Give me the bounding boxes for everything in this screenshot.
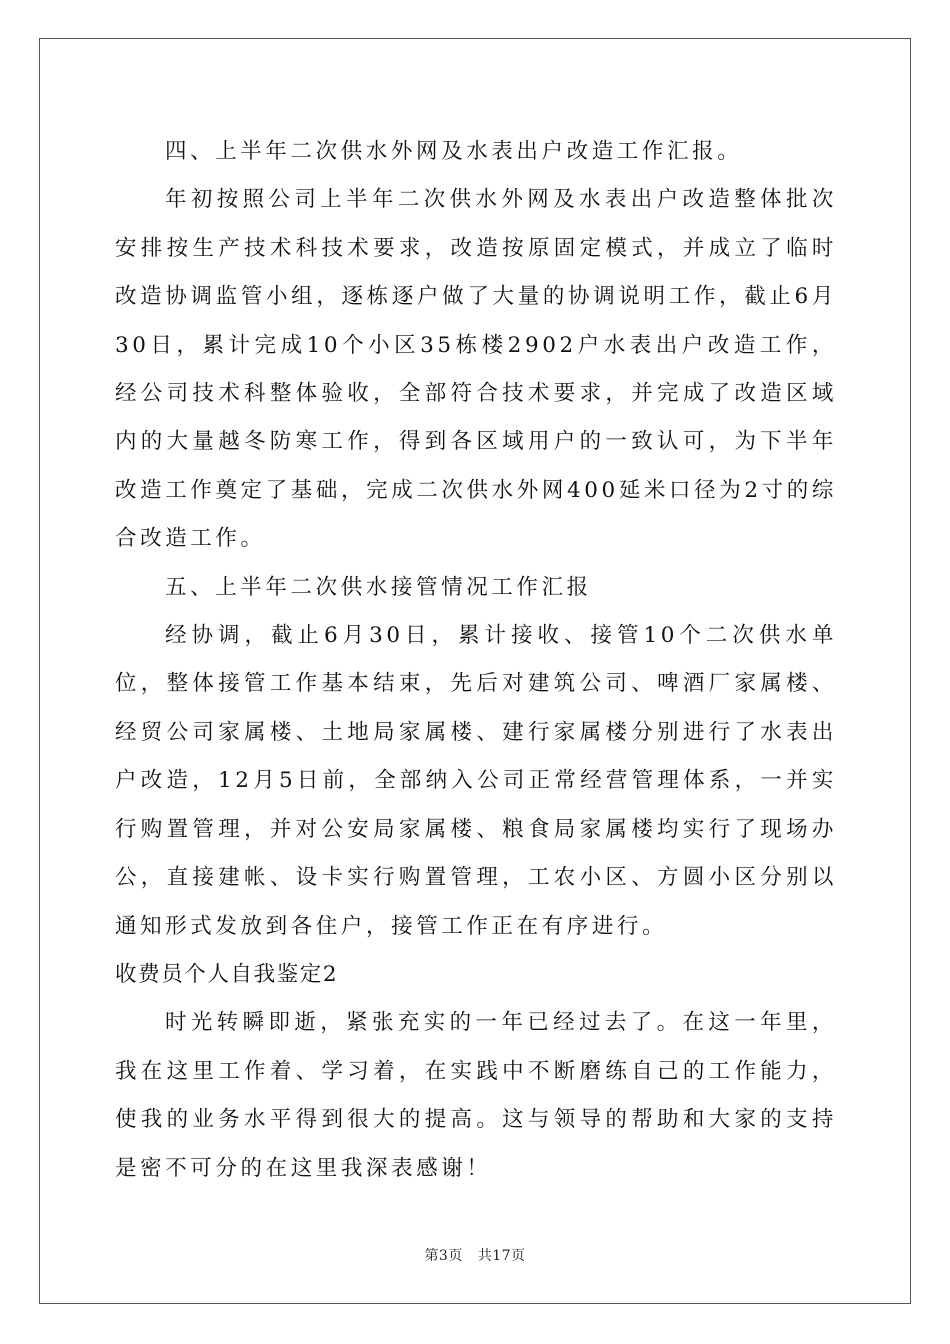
document-body [115, 128, 837, 1193]
section-four-body: 年初按照公司上半年二次供水外网及水表出户改造整体批次安排按生产技术科技术要求，改造按原固定模式，并成立了临时改造协调监管小组，逐栋逐户做了大量的协调说明工作，截止6月30日，累计完成10个小区35栋楼2902户水表出户改造工作，经公司技术科整体验收，全部符合技术要求，并完成了改造区域内的大量越冬防寒工作，得到各区域用户的一致认可，为下半年改造工作奠定了基础，完成二次供水外网400延米口径为2寸的综合改造工作。 [115, 187, 837, 552]
page-number: 第3页 [424, 1248, 463, 1264]
document-title: 收费员个人自我鉴定2 [115, 961, 339, 987]
page-footer [0, 1246, 950, 1266]
footer-gap [463, 1248, 478, 1264]
section-four-heading: 四、上半年二次供水外网及水表出户改造工作汇报。 [165, 139, 743, 164]
section-five-heading: 五、上半年二次供水接管情况工作汇报 [165, 574, 592, 600]
page-total: 共17页 [477, 1248, 526, 1264]
self-evaluation-body: 时光转瞬即逝，紧张充实的一年已经过去了。在这一年里，我在这里工作着、学习着，在实践中不断磨练自己的工作能力，使我的业务水平得到很大的提高。这与领导的帮助和大家的支持是密不可分的在这里我深表感谢！ [115, 1010, 837, 1181]
section-five-body: 经协调，截止6月30日，累计接收、接管10个二次供水单位，整体接管工作基本结束，先后对建筑公司、啤酒厂家属楼、经贸公司家属楼、土地局家属楼、建行家属楼分别进行了水表出户改造，12月5日前，全部纳入公司正常经营管理体系，一并实行购置管理，并对公安局家属楼、粮食局家属楼均实行了现场办公，直接建帐、设卡实行购置管理，工农小区、方圆小区分别以通知形式发放到各住户，接管工作正在有序进行。 [115, 623, 837, 939]
